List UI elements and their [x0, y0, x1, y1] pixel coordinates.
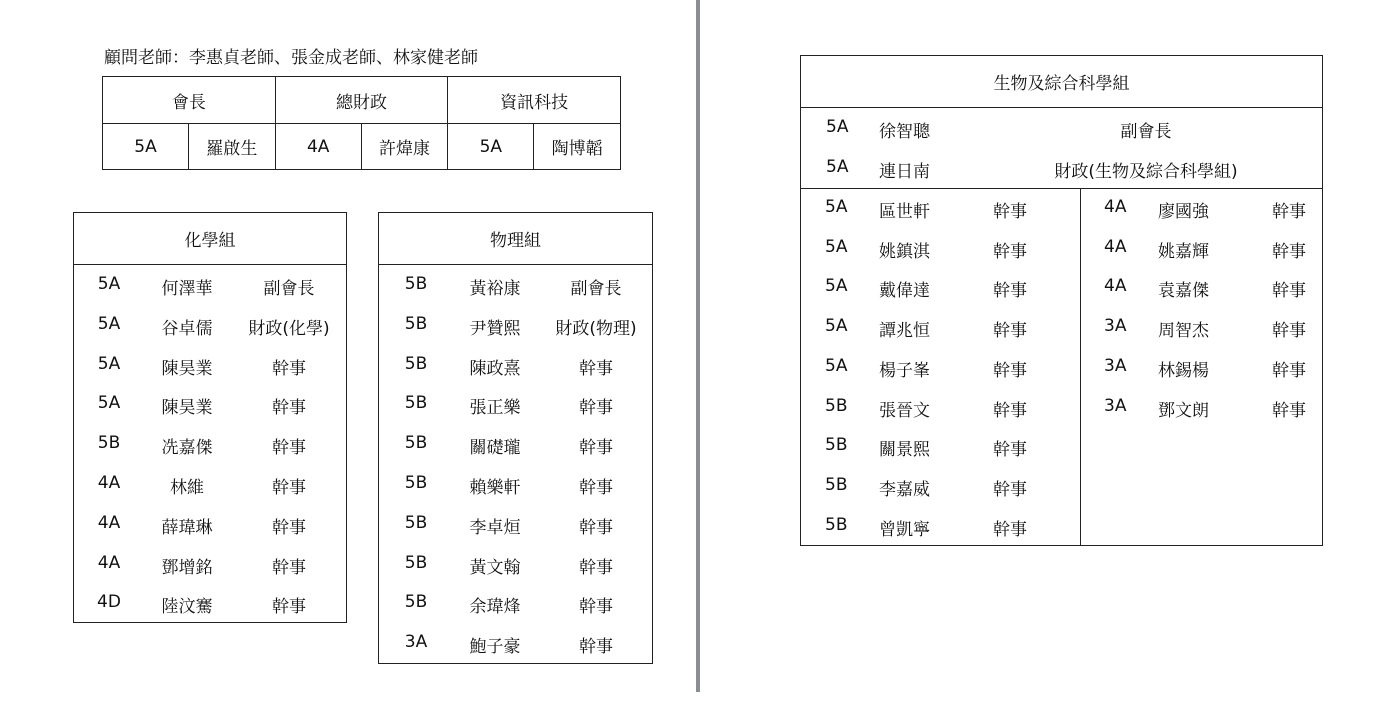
member-name: 黃文翰: [469, 557, 521, 578]
officers-table: [102, 76, 621, 170]
member-name: 林維: [170, 478, 204, 498]
biology-group-table: [800, 55, 1323, 546]
member-row: [801, 197, 1041, 221]
member-name: 楊子峯: [879, 360, 930, 381]
member-class: 4D: [97, 592, 121, 613]
member-role: 幹事: [993, 281, 1027, 302]
member-role: 幹事: [579, 398, 613, 419]
member-role: 幹事: [993, 360, 1027, 381]
member-role: 幹事: [579, 597, 613, 618]
member-role: 幹事: [579, 358, 613, 379]
member-class: 5A: [825, 197, 848, 217]
member-role: 幹事: [272, 398, 306, 419]
member-role: 幹事: [579, 478, 613, 498]
member-class: 5B: [404, 393, 428, 414]
member-class: 5B: [97, 433, 121, 454]
member-name: 林錫楊: [1158, 360, 1209, 381]
member-class: 5A: [826, 117, 849, 137]
chemistry-group-table: [73, 212, 347, 623]
member-row: [379, 274, 652, 298]
member-class: 5A: [825, 355, 848, 376]
officer-column-president: [103, 77, 275, 169]
member-name: 譚兆恒: [879, 321, 930, 342]
member-row: [379, 433, 652, 457]
member-class: 5A: [97, 274, 121, 294]
member-role: 幹事: [993, 241, 1027, 262]
member-row: [379, 354, 652, 378]
member-name: 尹贊熙: [469, 318, 521, 339]
member-role: 副會長: [570, 279, 622, 299]
member-role: 幹事: [1272, 400, 1306, 421]
member-class: 5B: [404, 473, 428, 493]
member-name: 黃裕康: [469, 279, 521, 299]
member-class: 5A: [97, 393, 121, 414]
member-class: 5B: [825, 474, 848, 495]
member-role: 幹事: [272, 478, 306, 498]
member-row: [379, 513, 652, 537]
member-role: 幹事: [1272, 360, 1306, 381]
member-row: [801, 316, 1041, 340]
member-row: [801, 237, 1041, 261]
member-name: 廖國強: [1158, 202, 1209, 222]
member-name: 曾凱寧: [879, 519, 930, 540]
member-role: 財政(化學): [248, 318, 330, 339]
member-name: 何澤華: [161, 279, 213, 299]
member-class: 5A: [825, 276, 848, 297]
member-name: 鄧增銘: [161, 557, 213, 578]
member-name: 鄧文朗: [1158, 400, 1209, 421]
officer-class: 4A: [276, 124, 362, 169]
member-name: 陸汶騫: [161, 597, 213, 618]
member-name: 關礎瓏: [469, 438, 521, 459]
member-role: 幹事: [993, 479, 1027, 500]
member-name: 區世軒: [879, 202, 930, 222]
member-class: 4A: [1104, 276, 1127, 297]
member-name: 姚嘉輝: [1158, 241, 1209, 262]
member-class: 5B: [404, 552, 428, 573]
page-divider: [696, 0, 700, 692]
officer-title: 總財政: [276, 77, 448, 124]
member-name: 姚鎮淇: [879, 241, 930, 262]
member-class: 5B: [825, 514, 848, 535]
member-role: 幹事: [272, 597, 306, 618]
group-title: 化學組: [74, 213, 346, 265]
member-name: 連日南: [879, 162, 930, 182]
member-row: [801, 276, 1041, 300]
member-role: 幹事: [272, 517, 306, 538]
member-role: 幹事: [272, 557, 306, 578]
member-class: 4A: [1104, 236, 1127, 257]
member-name: 張正樂: [469, 398, 521, 419]
member-class: 5B: [825, 395, 848, 416]
member-name: 薛瑋琳: [161, 517, 213, 538]
advisor-teachers-line: 顧問老師：李惠貞老師、張金成老師、林家健老師: [104, 48, 478, 68]
member-role: 幹事: [993, 321, 1027, 342]
member-class: 5B: [404, 512, 428, 533]
member-row: [801, 396, 1041, 420]
member-class: 5B: [404, 353, 428, 374]
member-class: 4A: [97, 473, 121, 493]
member-row: [379, 473, 652, 497]
officer-name: 許煒康: [379, 139, 430, 159]
member-row: [379, 632, 652, 656]
member-row: [1080, 396, 1320, 420]
member-row: [379, 393, 652, 417]
member-role: 財政(生物及綜合科學組): [1054, 162, 1238, 182]
member-row: [74, 473, 346, 497]
member-name: 冼嘉傑: [161, 438, 213, 459]
biology-leaders: [801, 108, 1322, 189]
member-role: 幹事: [579, 557, 613, 578]
member-role: 幹事: [579, 517, 613, 538]
member-name: 張晉文: [879, 400, 930, 421]
group-title: 生物及綜合科學組: [801, 56, 1322, 108]
member-name: 陳昊業: [161, 398, 213, 419]
leader-row: [801, 117, 1322, 141]
member-name: 李卓烜: [469, 517, 521, 538]
member-class: 3A: [1104, 395, 1127, 416]
member-class: 5B: [404, 433, 428, 454]
member-row: [74, 314, 346, 338]
member-role: 幹事: [1272, 241, 1306, 262]
leader-row: [801, 157, 1322, 181]
member-role: 副會長: [1120, 122, 1172, 142]
member-name: 關景熙: [879, 440, 930, 461]
member-role: 幹事: [993, 440, 1027, 461]
member-role: 幹事: [1272, 321, 1306, 342]
member-class: 5A: [97, 313, 121, 334]
member-role: 副會長: [263, 279, 315, 299]
member-role: 幹事: [1272, 281, 1306, 302]
member-class: 4A: [1104, 197, 1127, 217]
member-class: 5A: [825, 316, 848, 337]
member-class: 5B: [825, 435, 848, 456]
member-row: [74, 433, 346, 457]
member-role: 幹事: [993, 400, 1027, 421]
officer-title: 會長: [103, 77, 275, 124]
member-row: [1080, 356, 1320, 380]
member-class: 5A: [825, 236, 848, 257]
member-row: [1080, 197, 1320, 221]
member-name: 賴樂軒: [469, 478, 521, 498]
member-class: 5A: [97, 353, 121, 374]
member-name: 陳昊業: [161, 358, 213, 379]
member-class: 3A: [1104, 355, 1127, 376]
member-row: [74, 553, 346, 577]
member-role: 財政(物理): [555, 318, 637, 339]
member-class: 5B: [404, 274, 428, 294]
member-name: 陳政熹: [469, 358, 521, 379]
officer-class: 5A: [103, 124, 189, 169]
member-row: [74, 274, 346, 298]
officer-title: 資訊科技: [448, 77, 620, 124]
member-name: 李嘉威: [879, 479, 930, 500]
member-row: [1080, 237, 1320, 261]
member-class: 4A: [97, 512, 121, 533]
member-name: 鮑子豪: [469, 637, 521, 658]
member-row: [801, 475, 1041, 499]
member-role: 幹事: [272, 358, 306, 379]
member-row: [1080, 316, 1320, 340]
officer-name: 羅啟生: [206, 139, 258, 159]
member-class: 4A: [97, 552, 121, 573]
member-row: [379, 553, 652, 577]
member-name: 戴偉達: [879, 281, 930, 302]
member-name: 谷卓儒: [161, 318, 213, 339]
officer-column-it: [447, 77, 620, 169]
member-name: 袁嘉傑: [1158, 281, 1209, 302]
group-title: 物理組: [379, 213, 652, 265]
member-class: 5A: [826, 157, 849, 177]
member-row: [74, 513, 346, 537]
member-class: 5B: [404, 592, 428, 613]
member-class: 3A: [1104, 316, 1127, 337]
member-row: [74, 354, 346, 378]
member-role: 幹事: [579, 438, 613, 459]
member-name: 徐智聰: [879, 122, 930, 142]
member-role: 幹事: [993, 202, 1027, 222]
member-class: 5B: [404, 313, 428, 334]
member-role: 幹事: [993, 519, 1027, 540]
member-row: [801, 515, 1041, 539]
officer-class: 5A: [448, 124, 534, 169]
physics-group-table: [378, 212, 653, 664]
officer-name: 陶博韜: [551, 139, 603, 159]
member-role: 幹事: [272, 438, 306, 459]
member-name: 余瑋烽: [469, 597, 521, 618]
member-row: [801, 356, 1041, 380]
member-class: 3A: [404, 632, 428, 653]
member-row: [1080, 276, 1320, 300]
member-role: 幹事: [579, 637, 613, 658]
member-row: [801, 435, 1041, 459]
member-row: [379, 314, 652, 338]
member-row: [379, 592, 652, 616]
member-name: 周智杰: [1158, 321, 1209, 342]
member-row: [74, 592, 346, 616]
member-role: 幹事: [1272, 202, 1306, 222]
member-row: [74, 393, 346, 417]
officer-column-treasurer: [275, 77, 448, 169]
